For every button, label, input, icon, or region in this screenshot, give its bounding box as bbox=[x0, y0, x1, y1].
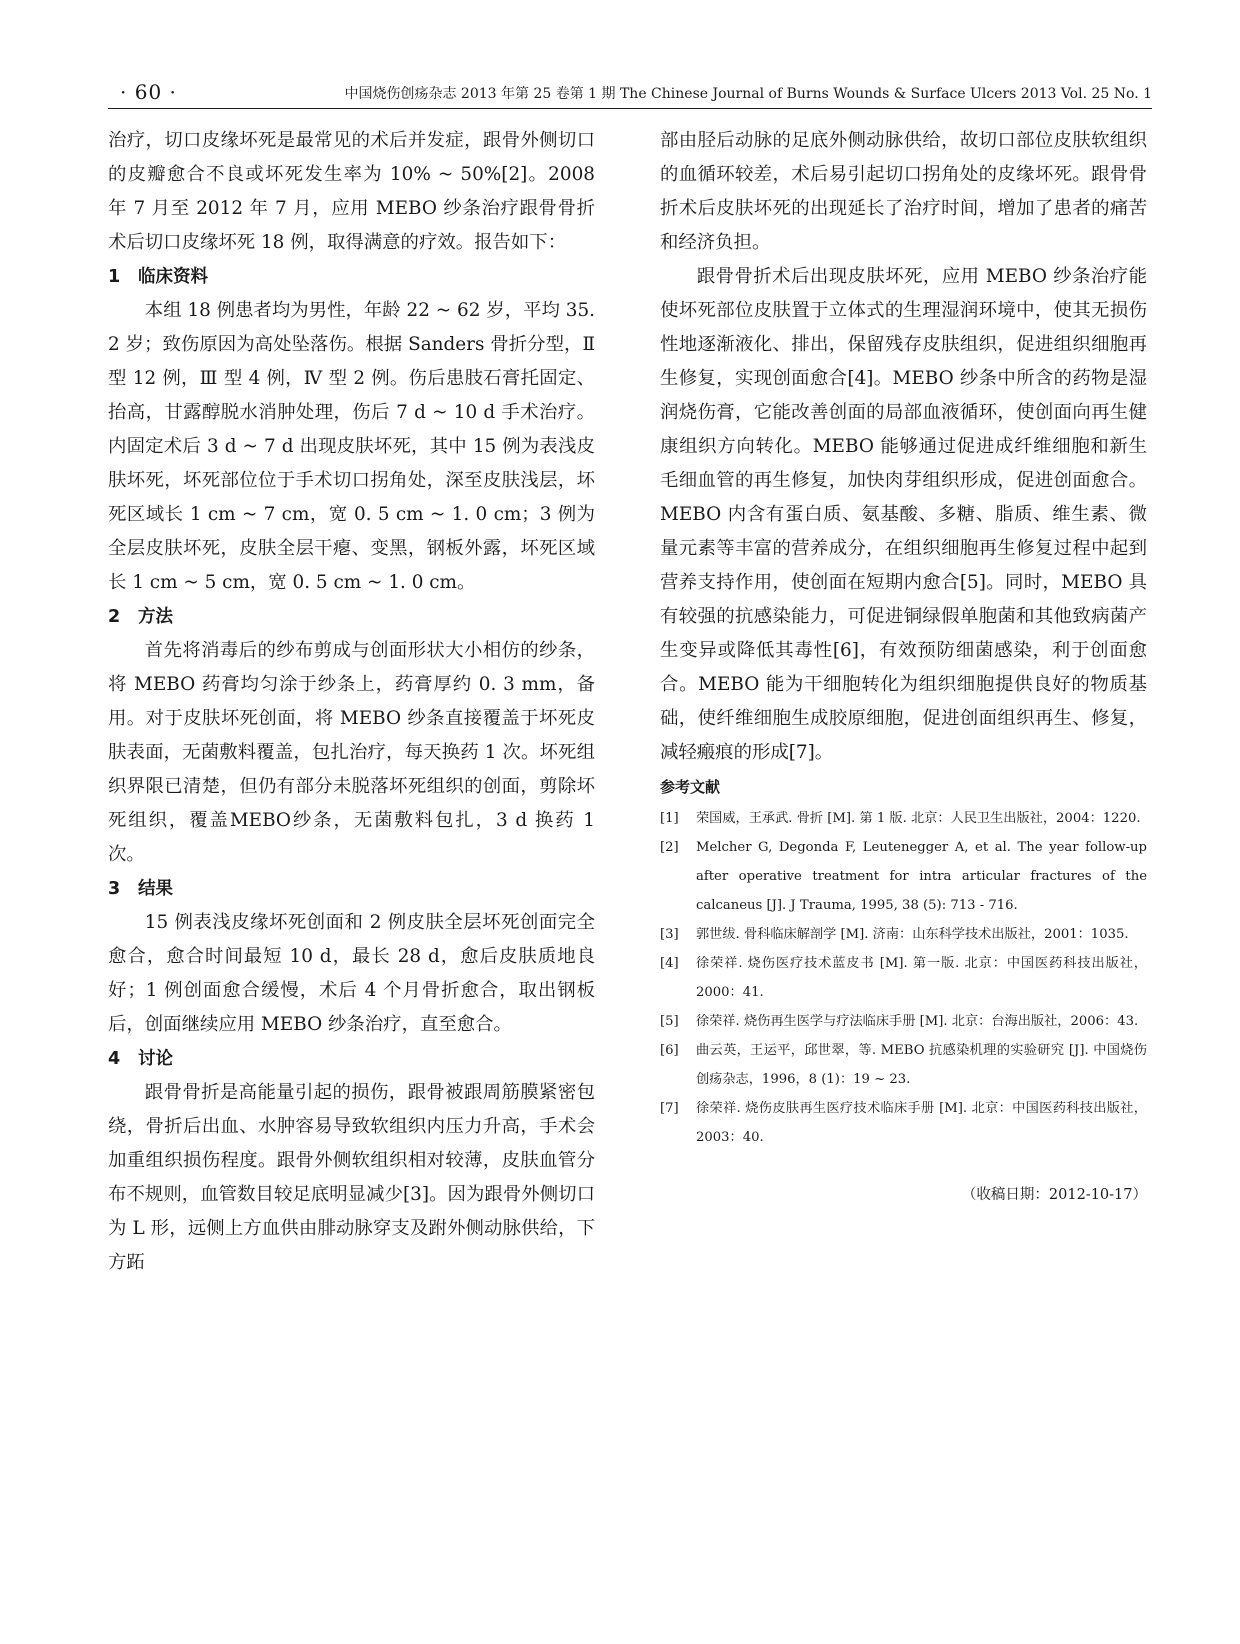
reference-item bbox=[660, 833, 1147, 920]
journal-citation-line: 中国烧伤创疡杂志 2013 年第 25 卷第 1 期 The Chinese Journal of Burns Wounds & Surface Ulcers 2013 Vol. 25 No. 1 bbox=[344, 86, 1152, 102]
intro-paragraph: 治疗，切口皮缘坏死是最常见的术后并发症，跟骨外侧切口的皮瓣愈合不良或坏死发生率为 10% ~ 50%[2]。2008 年 7 月至 2012 年 7 月，应用 MEBO 纱条治疗跟骨骨折术后切口皮缘坏死 18 例，取得满意的疗效。报告如下： bbox=[108, 130, 595, 253]
reference-text: 曲云英，王运平，邱世翠，等. MEBO 抗感染机理的实验研究 [J]. 中国烧伤创疡杂志，1996，8 (1)：19 ~ 23. bbox=[696, 1043, 1147, 1087]
methods-paragraph: 首先将消毒后的纱布剪成与创面形状大小相仿的纱条，将 MEBO 药膏均匀涂于纱条上，药膏厚约 0. 3 mm，备用。对于皮肤坏死创面，将 MEBO 纱条直接覆盖于坏死皮肤表面，无菌敷料覆盖，包扎治疗，每天换药 1 次。坏死组织界限已清楚，但仍有部分未脱落坏死组织的创面，剪除坏死组织，覆盖MEBO纱条，无菌敷料包扎，3 d 换药 1 次。 bbox=[108, 640, 595, 865]
section-number: 1 bbox=[108, 267, 121, 287]
reference-number: [6] bbox=[660, 1043, 679, 1058]
section-number: 4 bbox=[108, 1049, 121, 1069]
section-heading-discussion bbox=[108, 1042, 595, 1076]
reference-text: 郭世绂. 骨科临床解剖学 [M]. 济南：山东科学技术出版社，2001：1035. bbox=[696, 927, 1129, 942]
right-column bbox=[660, 124, 1147, 1210]
discussion-paragraph-2: 跟骨骨折术后出现皮肤坏死，应用 MEBO 纱条治疗能使坏死部位皮肤置于立体式的生理湿润环境中，使其无损伤性地逐渐液化、排出，保留残存皮肤组织，促进组织细胞再生修复，实现创面愈合[4]。MEBO 纱条中所含的药物是湿润烧伤膏，它能改善创面的局部血液循环，使创面向再生健康组织方向转化。MEBO 能够通过促进成纤维细胞和新生毛细血管的再生修复，加快肉芽组织形成，促进创面愈合。MEBO 内含有蛋白质、氨基酸、多糖、脂质、维生素、微量元素等丰富的营养成分，在组织细胞再生修复过程中起到营养支持作用，使创面在短期内愈合[5]。同时，MEBO 具有较强的抗感染能力，可促进铜绿假单胞菌和其他致病菌产生变异或降低其毒性[6]，有效预防细菌感染，利于创面愈合。MEBO 能为干细胞转化为组织细胞提供良好的物质基础，使纤维细胞生成胶原细胞，促进创面组织再生、修复，减轻瘢痕的形成[7]。 bbox=[660, 266, 1147, 763]
discussion-paragraph: 跟骨骨折是高能量引起的损伤，跟骨被跟周筋膜紧密包绕，骨折后出血、水肿容易导致软组织内压力升高，手术会加重组织损伤程度。跟骨外侧软组织相对较薄，皮肤血管分布不规则，血管数目较足底明显减少[3]。因为跟骨外侧切口为 L 形，远侧上方血供由腓动脉穿支及跗外侧动脉供给，下方跖 bbox=[108, 1082, 595, 1273]
section-number: 3 bbox=[108, 879, 121, 899]
section-heading-results bbox=[108, 872, 595, 906]
section-title: 结果 bbox=[138, 879, 173, 899]
section-title: 临床资料 bbox=[138, 267, 208, 287]
reference-list bbox=[660, 804, 1147, 1152]
section-title: 讨论 bbox=[138, 1049, 173, 1069]
section-number: 2 bbox=[108, 607, 121, 627]
received-date: （收稿日期：2012-10-17） bbox=[961, 1187, 1147, 1203]
reference-text: 徐荣祥. 烧伤皮肤再生医疗技术临床手册 [M]. 北京：中国医药科技出版社，2003：40. bbox=[696, 1101, 1147, 1145]
section-title: 方法 bbox=[138, 607, 173, 627]
reference-item bbox=[660, 920, 1147, 949]
left-column bbox=[108, 124, 595, 1280]
reference-item bbox=[660, 949, 1147, 1007]
reference-text: 荣国威，王承武. 骨折 [M]. 第 1 版. 北京：人民卫生出版社，2004：1220. bbox=[696, 811, 1141, 826]
reference-number: [7] bbox=[660, 1101, 679, 1116]
results-paragraph: 15 例表浅皮缘坏死创面和 2 例皮肤全层坏死创面完全愈合，愈合时间最短 10 d，最长 28 d，愈后皮肤质地良好；1 例创面愈合缓慢，术后 4 个月骨折愈合，取出钢板后，创面继续应用 MEBO 纱条治疗，直至愈合。 bbox=[108, 912, 595, 1035]
reference-text: 徐荣祥. 烧伤医疗技术蓝皮书 [M]. 第一版. 北京：中国医药科技出版社，2000：41. bbox=[696, 956, 1147, 1000]
clinical-data-paragraph: 本组 18 例患者均为男性，年龄 22 ~ 62 岁，平均 35. 2 岁；致伤原因为高处坠落伤。根据 Sanders 骨折分型，Ⅱ 型 12 例，Ⅲ 型 4 例，Ⅳ 型 2 例。伤后患肢石膏托固定、抬高，甘露醇脱水消肿处理，伤后 7 d ~ 10 d 手术治疗。内固定术后 3 d ~ 7 d 出现皮肤坏死，其中 15 例为表浅皮肤坏死，坏死部位位于手术切口拐角处，深至皮肤浅层，坏死区域长 1 cm ~ 7 cm，宽 0. 5 cm ~ 1. 0 cm；3 例为全层皮肤坏死，皮肤全层干瘪、变黑，钢板外露，坏死区域长 1 cm ~ 5 cm，宽 0. 5 cm ~ 1. 0 cm。 bbox=[108, 300, 595, 593]
running-header bbox=[108, 74, 1152, 109]
reference-item bbox=[660, 1007, 1147, 1036]
discussion-continued-paragraph: 部由胫后动脉的足底外侧动脉供给，故切口部位皮肤软组织的血循环较差，术后易引起切口拐角处的皮缘坏死。跟骨骨折术后皮肤坏死的出现延长了治疗时间，增加了患者的痛苦和经济负担。 bbox=[660, 130, 1147, 253]
reference-number: [5] bbox=[660, 1014, 679, 1029]
reference-number: [4] bbox=[660, 956, 679, 971]
reference-item bbox=[660, 1036, 1147, 1094]
reference-text: Melcher G, Degonda F, Leutenegger A, et al. The year follow-up after operative treatment for intra articular fractures of the calcaneus [J]. J Trauma, 1995, 38 (5): 713 - 716. bbox=[696, 840, 1147, 913]
reference-number: [1] bbox=[660, 811, 679, 826]
reference-text: 徐荣祥. 烧伤再生医学与疗法临床手册 [M]. 北京：台海出版社，2006：43. bbox=[696, 1014, 1139, 1029]
references-heading: 参考文献 bbox=[660, 778, 721, 796]
section-heading-clinical-data bbox=[108, 260, 595, 294]
reference-item bbox=[660, 1094, 1147, 1152]
reference-number: [2] bbox=[660, 840, 679, 855]
reference-item bbox=[660, 804, 1147, 833]
reference-number: [3] bbox=[660, 927, 679, 942]
section-heading-methods bbox=[108, 600, 595, 634]
page-number: · 60 · bbox=[120, 80, 177, 104]
